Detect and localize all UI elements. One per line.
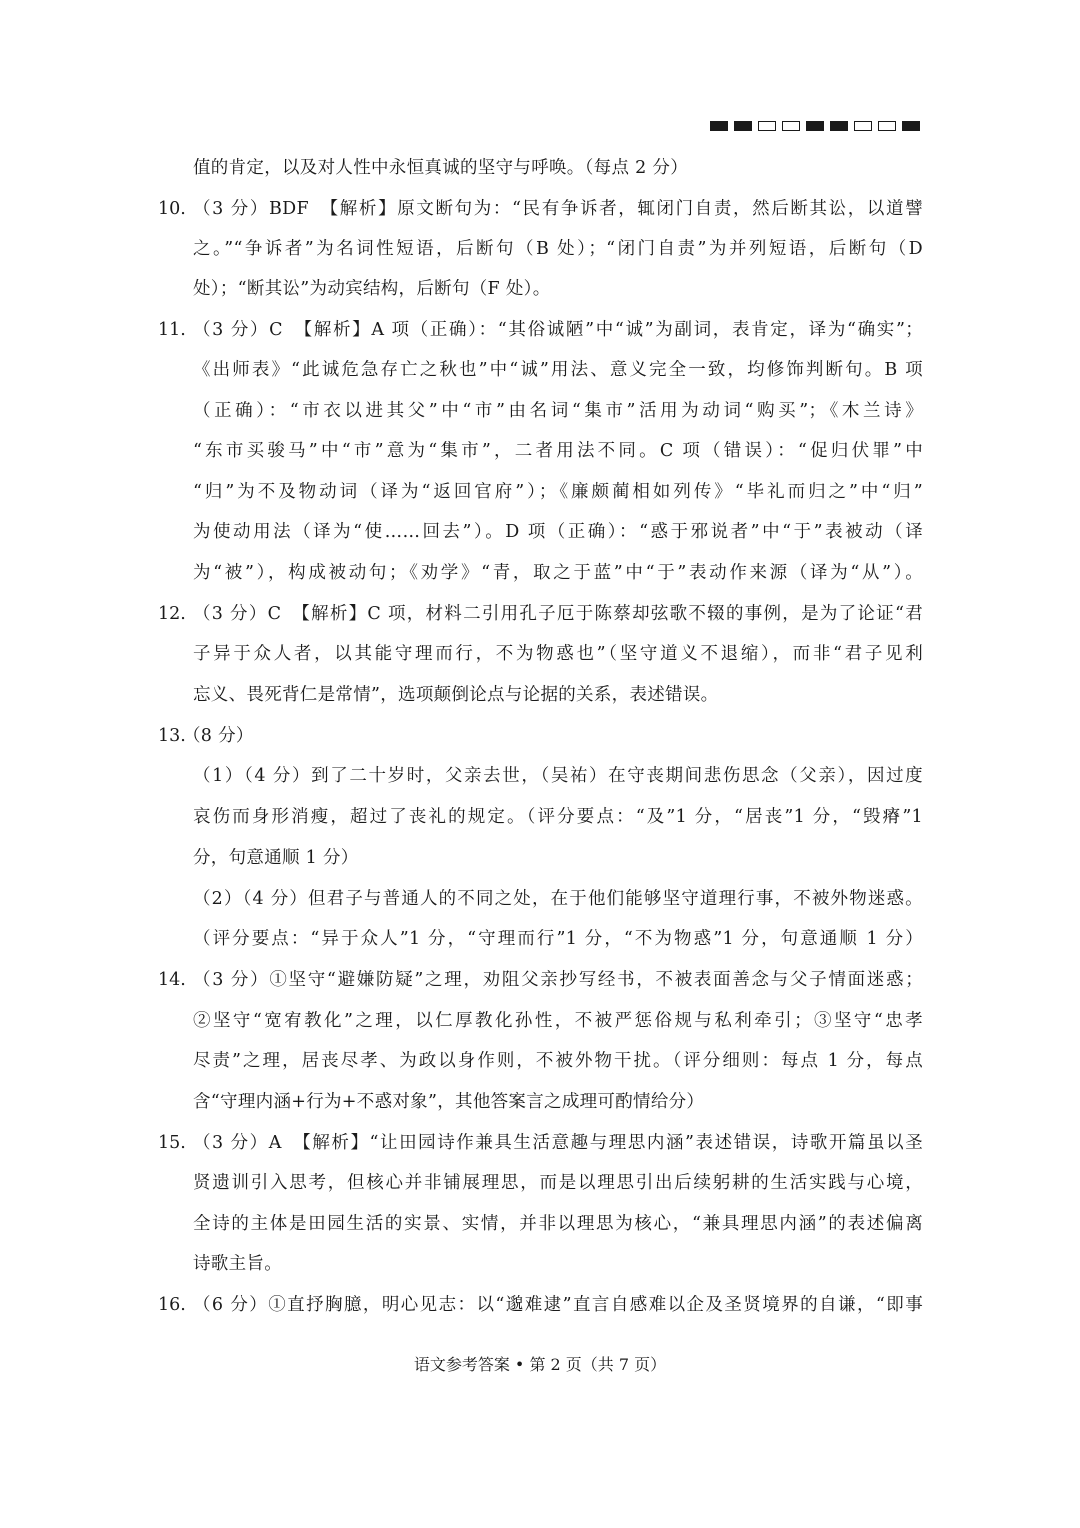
header-mark (782, 121, 800, 131)
text-line: （6 分）①直抒胸臆，明心见志：以“邈难逮”直言自感难以企及圣贤境界的自谦，“即事 (193, 1295, 923, 1315)
text-line: （3 分）①坚守“避嫌防疑”之理，劝阻父亲抄写经书，不被表面善念与父子情面迷惑； (193, 970, 923, 990)
header-mark (710, 121, 728, 131)
header-mark (758, 121, 776, 131)
text-line: 尽责”之理，居丧尽孝、为政以身作则，不被外物干扰。（评分细则：每点 1 分，每点 (193, 1051, 923, 1071)
text-line: （8 分） (183, 726, 254, 746)
text-line: （评分要点：“异于众人”1 分，“守理而行”1 分，“不为物惑”1 分，句意通顺 1 分） (193, 929, 923, 949)
text-line: 子异于众人者，以其能守理而行，不为物惑也”（坚守道义不退缩），而非“君子见利 (193, 644, 923, 664)
text-line: 为“被”），构成被动句；《劝学》“青，取之于蓝”中“于”表动作来源（译为“从”）。 (193, 563, 923, 583)
header-mark (878, 121, 896, 131)
question-number: 13. (158, 726, 186, 746)
question-number: 12. (158, 604, 186, 624)
question-number: 15. (158, 1133, 186, 1153)
text-line: 分，句意通顺 1 分） (193, 848, 359, 868)
text-line: ②坚守“宽宥教化”之理，以仁厚教化孙性，不被严惩俗规与私利牵引；③坚守“忠孝 (193, 1011, 923, 1031)
text-line: （2）（4 分）但君子与普通人的不同之处，在于他们能够坚守道理行事，不被外物迷惑。 (193, 889, 923, 909)
header-mark (734, 121, 752, 131)
text-line: （3 分）C 【解析】A 项（正确）：“其俗诚陋”中“诚”为副词，表肯定，译为“确实”； (193, 320, 923, 340)
text-line: 处）；“断其讼”为动宾结构，后断句（F 处）。 (193, 279, 551, 299)
text-line: 诗歌主旨。 (193, 1254, 282, 1274)
text-line: （3 分）A 【解析】“让田园诗作兼具生活意趣与理思内涵”表述错误，诗歌开篇虽以圣 (193, 1133, 923, 1153)
text-line: 含“守理内涵+行为+不惑对象”，其他答案言之成理可酌情给分） (193, 1092, 705, 1112)
text-line: （3 分）C 【解析】C 项，材料二引用孔子厄于陈蔡却弦歌不辍的事例，是为了论证“君 (193, 604, 923, 624)
header-mark (902, 121, 920, 131)
text-line: 哀伤而身形消瘦，超过了丧礼的规定。（评分要点：“及”1 分，“居丧”1 分，“毁瘠”1 (193, 807, 923, 827)
text-line: “东市买骏马”中“市”意为“集市”，二者用法不同。C 项（错误）：“促归伏罪”中 (193, 441, 923, 461)
question-number: 16. (158, 1295, 186, 1315)
text-line: 全诗的主体是田园生活的实景、实情，并非以理思为核心，“兼具理思内涵”的表述偏离 (193, 1214, 923, 1234)
text-line: （1）（4 分）到了二十岁时，父亲去世，（吴祐）在守丧期间悲伤思念（父亲），因过度 (193, 766, 923, 786)
header-mark (854, 121, 872, 131)
page-footer: 语文参考答案 • 第 2 页（共 7 页） (413, 1355, 667, 1374)
header-mark (806, 121, 824, 131)
question-number: 11. (158, 320, 186, 340)
text-line: 为使动用法（译为“使……回去”）。D 项（正确）：“惑于邪说者”中“于”表被动（译 (193, 522, 923, 542)
text-line: “归”为不及物动词（译为“返回官府”）；《廉颇蔺相如列传》“毕礼而归之”中“归” (193, 482, 923, 502)
header-mark (830, 121, 848, 131)
question-number: 10. (158, 199, 186, 219)
header-marks (710, 121, 920, 131)
text-line: 《出师表》“此诚危急存亡之秋也”中“诚”用法、意义完全一致，均修饰判断句。B 项 (193, 360, 923, 380)
text-line: 之。”“争诉者”为名词性短语，后断句（B 处）；“闭门自责”为并列短语，后断句（D (193, 239, 923, 259)
question-number: 14. (158, 970, 186, 990)
text-line: 忘义、畏死背仁是常情”，选项颠倒论点与论据的关系，表述错误。 (193, 685, 719, 705)
text-line: （3 分）BDF 【解析】原文断句为：“民有争诉者，辄闭门自责，然后断其讼，以道譬 (193, 199, 923, 219)
text-line: 值的肯定，以及对人性中永恒真诚的坚守与呼唤。（每点 2 分） (193, 158, 689, 178)
text-line: 贤遗训引入思考，但核心并非铺展理思，而是以理思引出后续躬耕的生活实践与心境， (193, 1173, 923, 1193)
text-line: （正确）：“市衣以进其父”中“市”由名词“集市”活用为动词“购买”；《木兰诗》 (193, 401, 923, 421)
